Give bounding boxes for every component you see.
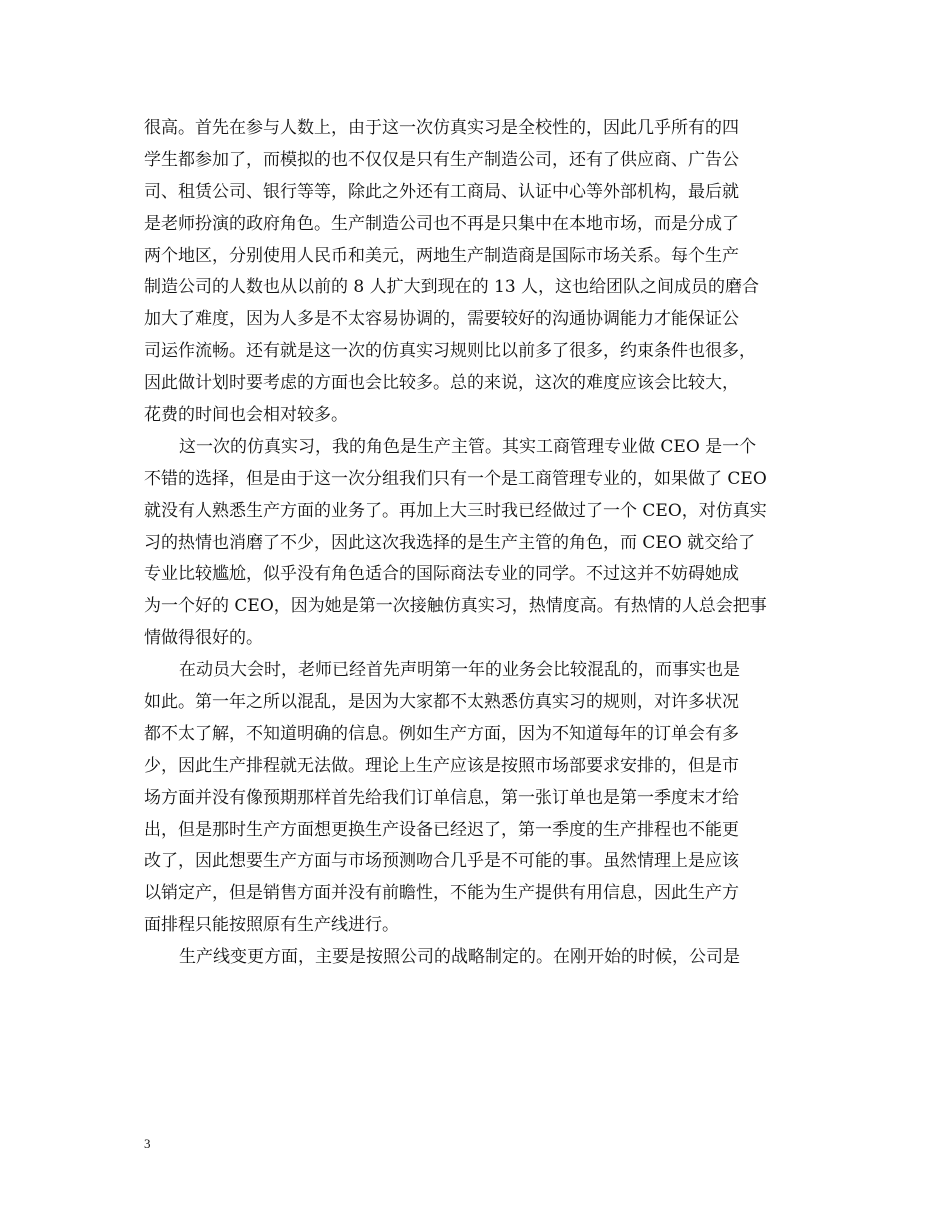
text-line: 少，因此生产排程就无法做。理论上生产应该是按照市场部要求安排的，但是市 (144, 755, 739, 776)
text-line: 学生都参加了，而模拟的也不仅仅是只有生产制造公司，还有了供应商、广告公 (144, 149, 739, 170)
text-line: 改了，因此想要生产方面与市场预测吻合几乎是不可能的事。虽然情理上是应该 (144, 851, 739, 872)
text-line: 都不太了解，不知道明确的信息。例如生产方面，因为不知道每年的订单会有多 (144, 723, 739, 744)
text-line: 花费的时间也会相对较多。 (144, 405, 348, 426)
text-line: 司运作流畅。还有就是这一次的仿真实习规则比以前多了很多，约束条件也很多， (144, 341, 756, 362)
text-line: 很高。首先在参与人数上，由于这一次仿真实习是全校性的，因此几乎所有的四 (144, 118, 739, 138)
text-line: 出，但是那时生产方面想更换生产设备已经迟了，第一季度的生产排程也不能更 (144, 819, 739, 840)
text-line: 场方面并没有像预期那样首先给我们订单信息，第一张订单也是第一季度末才给 (144, 787, 739, 808)
text-line: 司、租赁公司、银行等等，除此之外还有工商局、认证中心等外部机构，最后就 (144, 181, 739, 202)
text-line: 两个地区，分别使用人民币和美元，两地生产制造商是国际市场关系。每个生产 (144, 245, 739, 266)
text-line: 专业比较尴尬，似乎没有角色适合的国际商法专业的同学。不过这并不妨碍她成 (144, 564, 739, 585)
text-line: 为一个好的 CEO，因为她是第一次接触仿真实习，热情度高。有热情的人总会把事 (144, 596, 767, 617)
text-line: 习的热情也消磨了不少，因此这次我选择的是生产主管的角色，而 CEO 就交给了 (144, 532, 756, 553)
paragraph-first-line: 生产线变更方面，主要是按照公司的战略制定的。在刚开始的时候，公司是 (179, 947, 740, 968)
body-text (144, 113, 824, 974)
text-line: 是老师扮演的政府角色。生产制造公司也不再是只集中在本地市场，而是分成了 (144, 213, 739, 234)
text-line: 以销定产，但是销售方面并没有前瞻性，不能为生产提供有用信息，因此生产方 (144, 883, 739, 904)
text-line: 加大了难度，因为人多是不太容易协调的，需要较好的沟通协调能力才能保证公 (144, 309, 739, 330)
text-line: 不错的选择，但是由于这一次分组我们只有一个是工商管理专业的，如果做了 CEO (144, 468, 767, 489)
text-line: 因此做计划时要考虑的方面也会比较多。总的来说，这次的难度应该会比较大， (144, 373, 739, 394)
text-line: 情做得很好的。 (144, 628, 263, 649)
text-line: 就没有人熟悉生产方面的业务了。再加上大三时我已经做过了一个 CEO，对仿真实 (144, 500, 767, 521)
text-line: 面排程只能按照原有生产线进行。 (144, 915, 399, 936)
paragraph-first-line: 这一次的仿真实习，我的角色是生产主管。其实工商管理专业做 CEO 是一个 (179, 436, 757, 457)
paragraph-first-line: 在动员大会时，老师已经首先声明第一年的业务会比较混乱的，而事实也是 (179, 660, 740, 681)
text-line: 如此。第一年之所以混乱，是因为大家都不太熟悉仿真实习的规则，对许多状况 (144, 692, 739, 713)
text-line: 制造公司的人数也从以前的 8 人扩大到现在的 13 人，这也给团队之间成员的磨合 (144, 277, 760, 298)
page-number: 3 (144, 1136, 151, 1151)
